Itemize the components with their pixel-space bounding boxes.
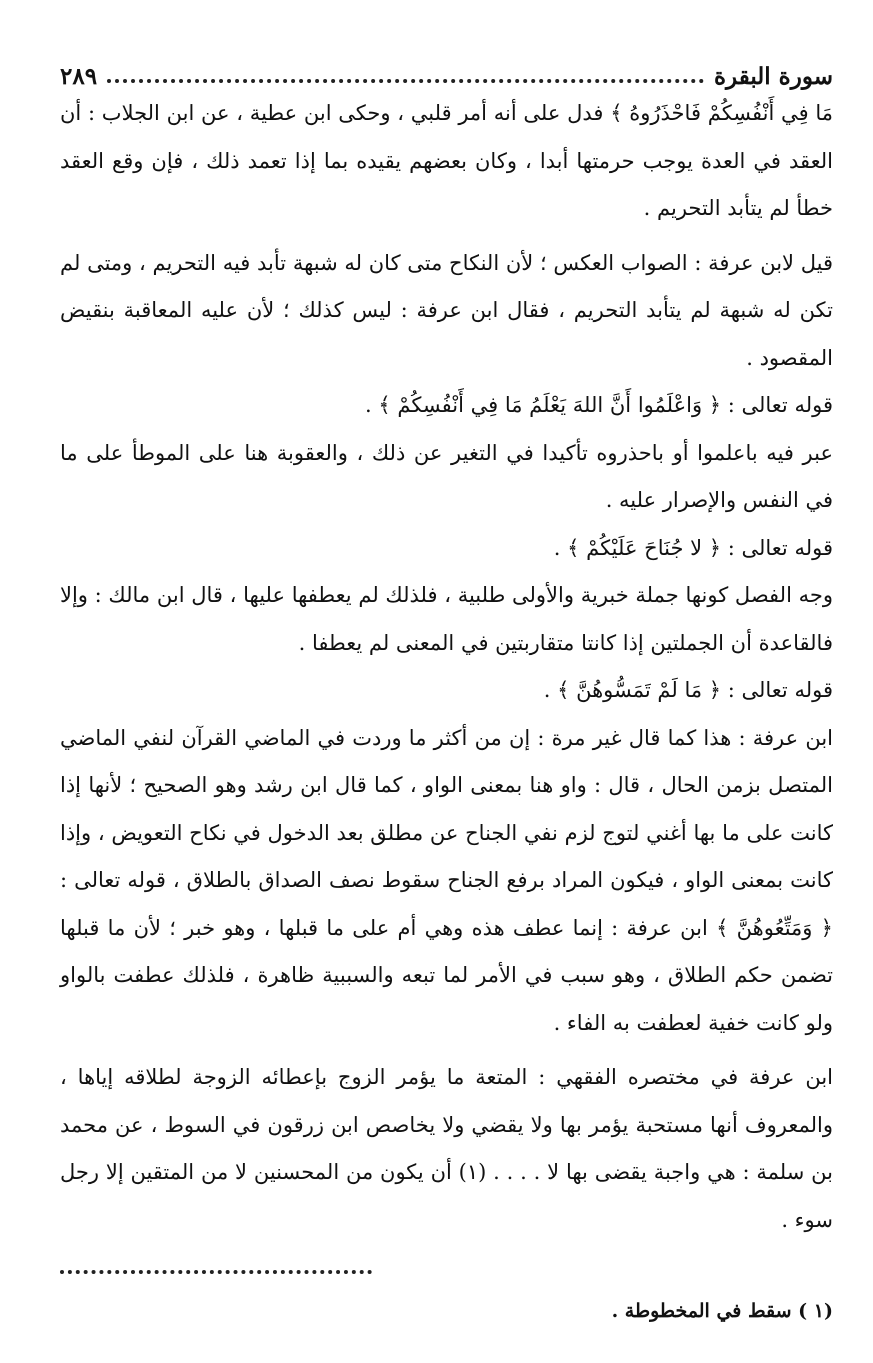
footnote: (١ ) سقط في المخطوطة . [611,1300,833,1322]
surah-name: سورة البقرة [713,63,833,90]
header-dotted-rule [107,79,704,83]
paragraph: عبر فيه باعلموا أو باحذروه تأكيدا في التغير عن ذلك ، والعقوبة هنا على الموطأ على ما في النفس والإصرار عليه . [60,440,833,512]
page-number: ٢٨٩ [60,63,98,90]
paragraph: قيل لابن عرفة : الصواب العكس ؛ لأن النكاح متى كان له شبهة تأبد فيه التحريم ، ومتى لم تكن له شبهة لم يتأبد التحريم ، فقال ابن عرفة : ليس كذلك ؛ لأن عليه المعاقبة بنقيض المقصود . [60,250,833,370]
footnote-separator [60,1270,372,1274]
quran-verse-heading: قوله تعالى : ﴿ وَاعْلَمُوا أَنَّ اللهَ يَعْلَمُ مَا فِي أَنْفُسِكُمْ ﴾ . [365,393,833,417]
paragraph: وجه الفصل كونها جملة خبرية والأولى طلبية ، فلذلك لم يعطفها عليها ، قال ابن مالك : وإلا فالقاعدة أن الجملتين إذا كانتا متقاربتين في المعنى لم يعطفا . [60,583,833,655]
paragraph: مَا فِي أَنْفُسِكُمْ فَاحْذَرُوهُ ﴾ فدل على أنه أمر قلبي ، وحكى ابن عطية ، عن ابن الجلاب : أن العقد في العدة يوجب حرمتها أبدا ، وكان بعضهم يقيده بما إذا تعمد ذلك ، فإن وقع العقد خطأ لم يتأبد التحريم . [60,101,833,220]
paragraph: ابن عرفة : هذا كما قال غير مرة : إن من أكثر ما وردت في الماضي القرآن لنفي الماضي المتصل بزمن الحال ، قال : واو هنا بمعنى الواو ، كما قال ابن رشد وهو الصحيح ؛ لأنها إذا كانت على ما بها أغني لتوج لزم نفي الجناح عن مطلق بعد الدخول في نكاح التعويض ، وإذا كانت بمعنى الواو ، فيكون المراد برفع الجناح سقوط نصف الصداق بالطلاق ، قوله تعالى : ﴿ وَمَتِّعُوهُنَّ ﴾ ابن عرفة : إنما عطف هذه وهي أم على ما قبلها ، وهو خبر ؛ لأن ما قبلها تضمن حكم الطلاق ، وهو سبب في الأمر لما تبعه والسببية ظاهرة ، فلذلك عطفت بالواو ولو كانت خفية لعطفت به الفاء . [60,725,834,1035]
quran-verse-heading: قوله تعالى : ﴿ لا جُنَاحَ عَلَيْكُمْ ﴾ . [553,535,833,560]
quran-verse-heading: قوله تعالى : ﴿ مَا لَمْ تَمَسُّوهُنَّ ﴾ . [543,678,833,702]
paragraph: ابن عرفة في مختصره الفقهي : المتعة ما يؤمر الزوج بإعطائه الزوجة لطلاقه إياها ، والمعروف أنها مستحبة يؤمر بها ولا يقضي ولا يخاصص ابن زرقون في السوط ، عن محمد بن سلمة : هي واجبة يقضى بها لا . . . . (١) أن يكون من المحسنين لا من المتقين إلا رجل سوء . [60,1065,833,1232]
page-body [60,90,833,1244]
page-header [60,40,833,90]
